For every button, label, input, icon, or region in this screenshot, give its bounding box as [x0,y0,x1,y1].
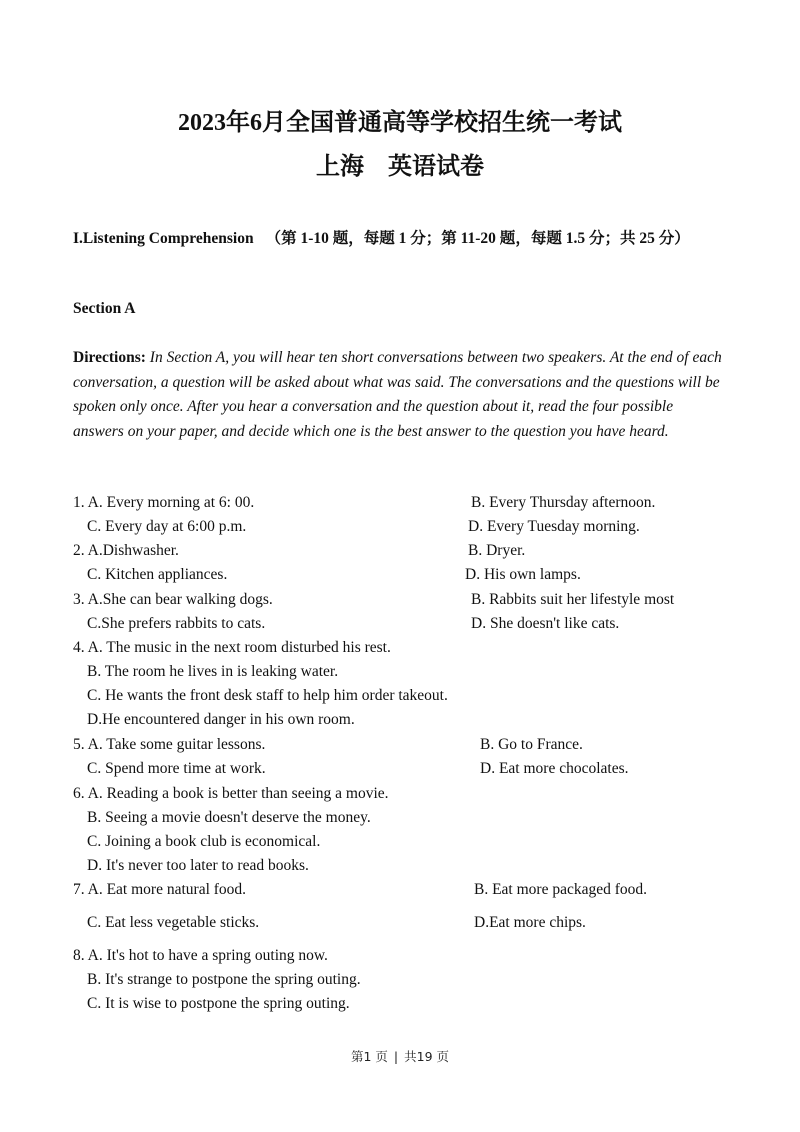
q5-option-b: B. Go to France. [480,736,583,753]
directions-label: Directions: [73,349,146,366]
q8-option-c: C. It is wise to postpone the spring outing. [87,995,350,1012]
q6-option-c: C. Joining a book club is economical. [87,833,321,850]
q2-option-d: D. His own lamps. [465,566,581,583]
q7-option-c: C. Eat less vegetable sticks. [87,914,260,931]
q4-option-d: D.He encountered danger in his own room. [87,711,355,728]
q2-option-c: C. Kitchen appliances. [87,566,228,583]
page-total: 共19 页 [404,1049,450,1064]
q1-option-c: C. Every day at 6:00 p.m. [87,518,247,535]
exam-subtitle: 上海 英语试卷 [316,154,484,180]
q4-option-a: 4. A. The music in the next room disturbed his rest. [73,639,391,656]
q8-option-b: B. It's strange to postpone the spring outing. [87,971,361,988]
q8-option-a: 8. A. It's hot to have a spring outing now. [73,947,328,964]
q1-option-d: D. Every Tuesday morning. [468,518,640,535]
q1-option-b: B. Every Thursday afternoon. [471,494,656,511]
q3-option-a: 3. A.She can bear walking dogs. [73,591,273,608]
q4-option-c: C. He wants the front desk staff to help him order takeout. [87,687,448,704]
part-heading [73,227,723,251]
section-label: Section A [73,300,136,317]
directions-text: In Section A, you will hear ten short conversations between two speakers. At the end of each conversation, a question will be asked about what was said. The conversations and the questions will be spoken only once. After you hear a conversation and the question about it, read the four possible answers on your paper, and decide which one is the best answer to the question you have heard. [73,349,722,440]
q5-option-a: 5. A. Take some guitar lessons. [73,736,266,753]
part-scoring-note: （第 1-10 题，每题 1 分；第 11-20 题，每题 1.5 分；共 25 分） [265,230,690,247]
q5-option-d: D. Eat more chocolates. [480,760,629,777]
page-footer [0,1047,800,1065]
q3-option-d: D. She doesn't like cats. [471,615,620,632]
q3-option-c: C.She prefers rabbits to cats. [87,615,266,632]
q4-option-b: B. The room he lives in is leaking water. [87,663,339,680]
page-number: 第1 页 [350,1049,388,1064]
q2-option-b: B. Dryer. [468,542,526,559]
footer-separator: | [393,1049,399,1064]
q7-option-b: B. Eat more packaged food. [474,881,648,898]
directions [73,346,727,444]
q7-option-a: 7. A. Eat more natural food. [73,881,247,898]
q6-option-d: D. It's never too later to read books. [87,857,309,874]
q7-option-d: D.Eat more chips. [474,914,586,931]
exam-title: 2023年6月全国普通高等学校招生统一考试 [178,110,622,136]
q5-option-c: C. Spend more time at work. [87,760,266,777]
q2-option-a: 2. A.Dishwasher. [73,542,179,559]
q6-option-b: B. Seeing a movie doesn't deserve the money. [87,809,371,826]
part-title: I.Listening Comprehension [73,230,254,247]
q6-option-a: 6. A. Reading a book is better than seeing a movie. [73,785,389,802]
q1-option-a: 1. A. Every morning at 6: 00. [73,494,255,511]
q3-option-b: B. Rabbits suit her lifestyle most [471,591,675,608]
